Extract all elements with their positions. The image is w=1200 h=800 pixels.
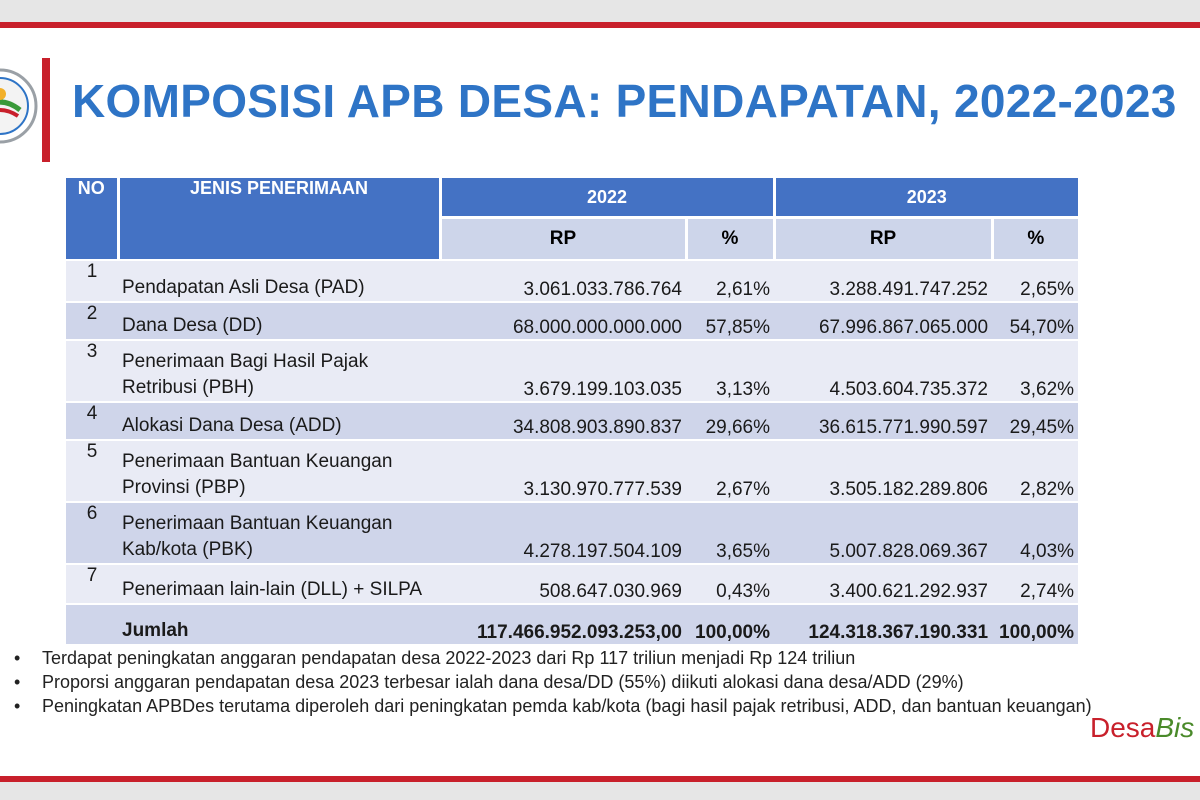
row-rp-2023: 67.996.867.065.000 xyxy=(774,302,992,340)
header-year-2022: 2022 xyxy=(440,178,774,218)
page-title: KOMPOSISI APB DESA: PENDAPATAN, 2022-2023 xyxy=(72,75,1177,127)
row-no: 5 xyxy=(66,440,118,502)
bullet-symbol: • xyxy=(14,696,21,716)
brand-part-2: Bis xyxy=(1155,712,1195,743)
row-pct-2022: 29,66% xyxy=(686,402,774,440)
row-pct-2023: 2,65% xyxy=(992,260,1078,302)
bullet-item xyxy=(12,670,1112,694)
table-row xyxy=(66,402,1078,440)
row-pct-2023: 2,74% xyxy=(992,564,1078,604)
total-pct-2022: 100,00% xyxy=(686,604,774,644)
row-pct-2022: 2,61% xyxy=(686,260,774,302)
header-pct-2023: % xyxy=(992,218,1078,261)
table-row xyxy=(66,440,1078,502)
row-rp-2022: 3.679.199.103.035 xyxy=(440,340,686,402)
row-jenis: Penerimaan Bantuan Keuangan Provinsi (PBP) xyxy=(118,440,440,502)
row-rp-2022: 3.061.033.786.764 xyxy=(440,260,686,302)
row-rp-2023: 3.288.491.747.252 xyxy=(774,260,992,302)
table-total-row xyxy=(66,604,1078,644)
row-pct-2022: 57,85% xyxy=(686,302,774,340)
row-rp-2023: 4.503.604.735.372 xyxy=(774,340,992,402)
bullet-text: Terdapat peningkatan anggaran pendapatan desa 2022-2023 dari Rp 117 triliun menjadi Rp 124 triliun xyxy=(42,648,856,668)
row-jenis: Pendapatan Asli Desa (PAD) xyxy=(118,260,440,302)
ministry-emblem-icon xyxy=(0,64,38,148)
row-rp-2023: 36.615.771.990.597 xyxy=(774,402,992,440)
row-no: 7 xyxy=(66,564,118,604)
row-no: 4 xyxy=(66,402,118,440)
row-pct-2022: 3,65% xyxy=(686,502,774,564)
table-row xyxy=(66,260,1078,302)
bullet-symbol: • xyxy=(14,672,21,692)
bullet-symbol: • xyxy=(14,648,21,668)
table-row xyxy=(66,564,1078,604)
brand-part-1: Desa xyxy=(1090,712,1156,743)
header-year-2023: 2023 xyxy=(774,178,1078,218)
bottom-gray-band xyxy=(0,782,1200,800)
top-red-line xyxy=(0,22,1200,28)
row-jenis: Penerimaan lain-lain (DLL) + SILPA xyxy=(118,564,440,604)
bullet-item xyxy=(12,646,1112,670)
top-gray-band xyxy=(0,0,1200,22)
total-rp-2022: 117.466.952.093.253,00 xyxy=(440,604,686,644)
row-pct-2023: 4,03% xyxy=(992,502,1078,564)
row-rp-2023: 5.007.828.069.367 xyxy=(774,502,992,564)
row-rp-2022: 4.278.197.504.109 xyxy=(440,502,686,564)
row-jenis: Dana Desa (DD) xyxy=(118,302,440,340)
row-pct-2023: 29,45% xyxy=(992,402,1078,440)
row-rp-2022: 34.808.903.890.837 xyxy=(440,402,686,440)
row-pct-2022: 0,43% xyxy=(686,564,774,604)
header-rp-2022: RP xyxy=(440,218,686,261)
summary-bullets xyxy=(12,646,1112,718)
row-no: 6 xyxy=(66,502,118,564)
total-no-cell xyxy=(66,604,118,644)
row-rp-2022: 3.130.970.777.539 xyxy=(440,440,686,502)
desabisa-logo xyxy=(1090,712,1200,762)
total-label: Jumlah xyxy=(118,604,440,644)
table-row xyxy=(66,340,1078,402)
row-no: 2 xyxy=(66,302,118,340)
row-jenis: Penerimaan Bagi Hasil Pajak Retribusi (PBH) xyxy=(118,340,440,402)
row-rp-2023: 3.505.182.289.806 xyxy=(774,440,992,502)
header-rp-2023: RP xyxy=(774,218,992,261)
row-pct-2023: 3,62% xyxy=(992,340,1078,402)
total-rp-2023: 124.318.367.190.331 xyxy=(774,604,992,644)
header-pct-2022: % xyxy=(686,218,774,261)
table-row xyxy=(66,502,1078,564)
bullet-text: Peningkatan APBDes terutama diperoleh dari peningkatan pemda kab/kota (bagi hasil pajak retribusi, ADD, dan bantuan keuangan) xyxy=(42,696,1092,716)
header-jenis-penerimaan: JENIS PENERIMAAN xyxy=(118,178,440,260)
row-jenis: Penerimaan Bantuan Keuangan Kab/kota (PBK) xyxy=(118,502,440,564)
row-no: 3 xyxy=(66,340,118,402)
revenue-composition-table xyxy=(66,178,1078,644)
row-pct-2022: 3,13% xyxy=(686,340,774,402)
table-row xyxy=(66,302,1078,340)
total-pct-2023: 100,00% xyxy=(992,604,1078,644)
row-rp-2022: 508.647.030.969 xyxy=(440,564,686,604)
row-no: 1 xyxy=(66,260,118,302)
row-pct-2022: 2,67% xyxy=(686,440,774,502)
bullet-item xyxy=(12,694,1112,718)
row-rp-2022: 68.000.000.000.000 xyxy=(440,302,686,340)
row-rp-2023: 3.400.621.292.937 xyxy=(774,564,992,604)
row-pct-2023: 54,70% xyxy=(992,302,1078,340)
title-accent-bar xyxy=(42,58,50,162)
header-no: NO xyxy=(66,178,118,260)
bullet-text: Proporsi anggaran pendapatan desa 2023 terbesar ialah dana desa/DD (55%) diikuti alokasi dana desa/ADD (29%) xyxy=(42,672,964,692)
row-pct-2023: 2,82% xyxy=(992,440,1078,502)
table-header-row xyxy=(66,178,1078,218)
row-jenis: Alokasi Dana Desa (ADD) xyxy=(118,402,440,440)
